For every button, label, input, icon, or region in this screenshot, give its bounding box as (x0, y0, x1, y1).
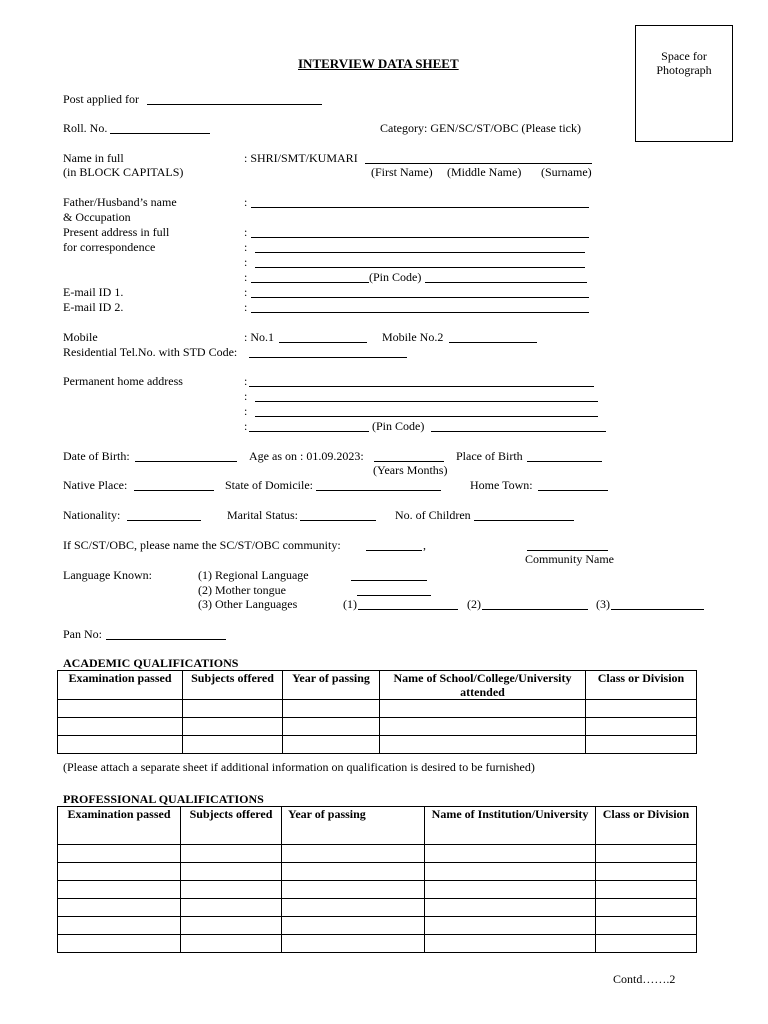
first-name-hint: (First Name) (371, 165, 433, 179)
address-label-2: for correspondence (63, 240, 156, 254)
father-field[interactable] (251, 207, 589, 208)
colon: : (244, 195, 248, 209)
pan-label: Pan No: (63, 627, 102, 641)
colon: : (244, 300, 248, 314)
photo-box-line2: Photograph (656, 63, 712, 77)
nationality-field[interactable] (127, 520, 201, 521)
academic-col-year: Year of passing (283, 671, 380, 700)
academic-note: (Please attach a separate sheet if additional information on qualification is desired to be furnished) (63, 760, 535, 774)
hometown-label: Home Town: (470, 478, 533, 492)
community-comma: , (423, 538, 426, 552)
post-field[interactable] (147, 104, 322, 105)
native-place-label: Native Place: (63, 478, 128, 492)
academic-table (57, 670, 697, 754)
page-continued: Contd…….2 (613, 972, 676, 986)
mobile-no1-label: : No.1 (244, 330, 274, 344)
colon: : (244, 285, 248, 299)
mother-tongue-field[interactable] (357, 595, 431, 596)
father-label: Father/Husband’s name (63, 195, 177, 209)
category-label[interactable]: Category: GEN/SC/ST/OBC (Please tick) (380, 121, 581, 135)
table-row (58, 718, 697, 736)
mobile-no1-field[interactable] (279, 342, 367, 343)
community-name-field[interactable] (527, 550, 608, 551)
other-language-1-field[interactable] (358, 609, 458, 610)
mother-tongue-label: (2) Mother tongue (198, 583, 286, 597)
roll-label: Roll. No. (63, 121, 108, 135)
academic-col-exam: Examination passed (58, 671, 183, 700)
colon: : (244, 255, 248, 269)
community-field[interactable] (366, 550, 422, 551)
prof-col-institution: Name of Institution/University (425, 807, 596, 845)
name-prefix: : SHRI/SMT/KUMARI (244, 151, 358, 165)
email2-field[interactable] (251, 312, 589, 313)
age-label: Age as on : 01.09.2023: (249, 449, 364, 463)
other-language-1-label: (1) (343, 597, 357, 611)
perm-pin-code-label: (Pin Code) (372, 419, 425, 433)
address-line-1[interactable] (251, 237, 589, 238)
language-label: Language Known: (63, 568, 152, 582)
table-row (58, 845, 697, 863)
children-label: No. of Children (395, 508, 471, 522)
table-row (58, 935, 697, 953)
dob-label: Date of Birth: (63, 449, 130, 463)
colon: : (244, 240, 248, 254)
pob-field[interactable] (527, 461, 602, 462)
table-row (58, 863, 697, 881)
table-row (58, 899, 697, 917)
other-language-2-label: (2) (467, 597, 481, 611)
marital-status-field[interactable] (300, 520, 376, 521)
other-languages-label: (3) Other Languages (198, 597, 298, 611)
photo-box-line1: Space for (661, 49, 707, 63)
domicile-label: State of Domicile: (225, 478, 313, 492)
hometown-field[interactable] (538, 490, 608, 491)
years-months-hint: (Years Months) (373, 463, 448, 477)
occupation-label: & Occupation (63, 210, 131, 224)
other-language-3-label: (3) (596, 597, 610, 611)
professional-heading: PROFESSIONAL QUALIFICATIONS (63, 792, 264, 806)
email1-label: E-mail ID 1. (63, 285, 124, 299)
email2-label: E-mail ID 2. (63, 300, 124, 314)
perm-address-line-2[interactable] (255, 401, 598, 402)
colon: : (244, 225, 248, 239)
table-row (58, 881, 697, 899)
academic-col-school: Name of School/College/University attended (380, 671, 586, 700)
colon: : (244, 270, 248, 284)
dob-field[interactable] (135, 461, 237, 462)
age-field[interactable] (374, 461, 444, 462)
pin-code-label: (Pin Code) (369, 270, 422, 284)
academic-col-class: Class or Division (586, 671, 697, 700)
prof-col-year: Year of passing (282, 807, 425, 845)
academic-col-subjects: Subjects offered (183, 671, 283, 700)
pan-field[interactable] (106, 639, 226, 640)
pin-code-field[interactable] (425, 282, 587, 283)
page-title: INTERVIEW DATA SHEET (298, 56, 459, 71)
academic-heading: ACADEMIC QUALIFICATIONS (63, 656, 239, 670)
address-label: Present address in full (63, 225, 170, 239)
prof-col-class: Class or Division (596, 807, 697, 845)
name-label: Name in full (63, 151, 124, 165)
perm-address-line-4[interactable] (249, 431, 369, 432)
middle-name-hint: (Middle Name) (447, 165, 522, 179)
address-line-2[interactable] (255, 252, 585, 253)
colon: : (244, 374, 248, 388)
table-row (58, 917, 697, 935)
address-line-3[interactable] (255, 267, 585, 268)
mobile-no2-label: Mobile No.2 (382, 330, 444, 344)
surname-hint: (Surname) (541, 165, 592, 179)
regional-language-label: (1) Regional Language (198, 568, 309, 582)
name-field[interactable] (365, 163, 592, 164)
res-tel-field[interactable] (249, 357, 407, 358)
email1-field[interactable] (251, 297, 589, 298)
perm-pin-code-field[interactable] (431, 431, 606, 432)
colon: : (244, 389, 248, 403)
address-line-4[interactable] (251, 282, 369, 283)
community-question: If SC/ST/OBC, please name the SC/ST/OBC community: (63, 538, 341, 552)
perm-address-line-3[interactable] (255, 416, 598, 417)
other-language-3-field[interactable] (611, 609, 704, 610)
prof-col-subjects: Subjects offered (181, 807, 282, 845)
pob-label: Place of Birth (456, 449, 523, 463)
professional-table (57, 806, 697, 953)
prof-col-exam: Examination passed (58, 807, 181, 845)
nationality-label: Nationality: (63, 508, 121, 522)
colon: : (244, 419, 248, 433)
other-language-2-field[interactable] (482, 609, 588, 610)
perm-address-line-1[interactable] (249, 386, 594, 387)
mobile-no2-field[interactable] (449, 342, 537, 343)
res-tel-label: Residential Tel.No. with STD Code: (63, 345, 238, 359)
perm-address-label: Permanent home address (63, 374, 183, 388)
table-row (58, 736, 697, 754)
table-row (58, 700, 697, 718)
community-name-hint: Community Name (525, 552, 614, 566)
mobile-label: Mobile (63, 330, 98, 344)
post-label: Post applied for (63, 92, 139, 106)
photo-box (635, 25, 733, 142)
domicile-field[interactable] (316, 490, 441, 491)
regional-language-field[interactable] (351, 580, 427, 581)
native-place-field[interactable] (134, 490, 214, 491)
name-label-caps: (in BLOCK CAPITALS) (63, 165, 184, 179)
children-field[interactable] (474, 520, 574, 521)
colon: : (244, 404, 248, 418)
marital-status-label: Marital Status: (227, 508, 298, 522)
roll-field[interactable] (110, 133, 210, 134)
